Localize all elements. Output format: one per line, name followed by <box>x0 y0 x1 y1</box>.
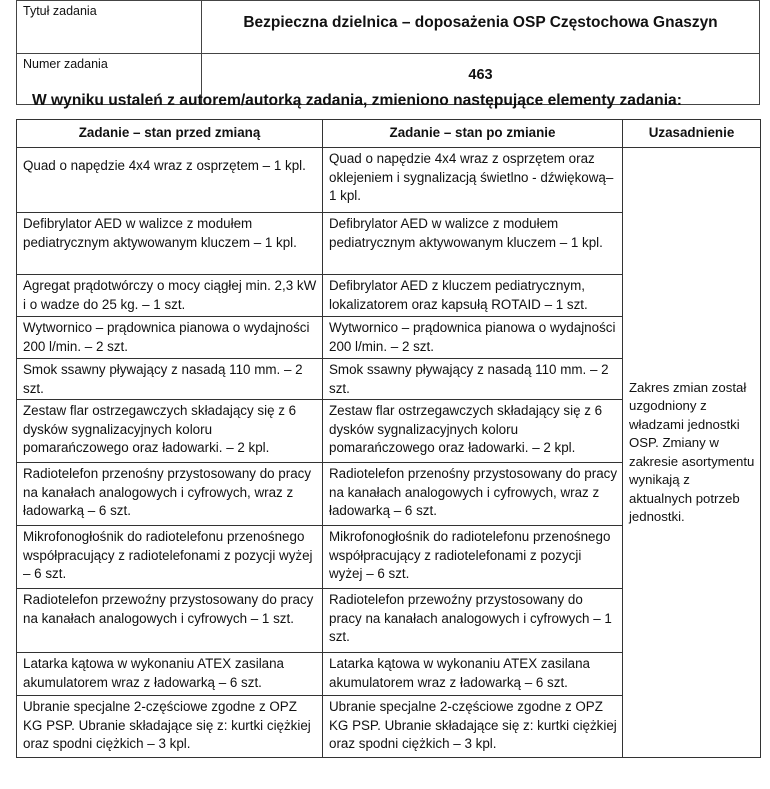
column-header-after: Zadanie – stan po zmianie <box>323 120 623 148</box>
task-title-row <box>17 1 760 54</box>
task-title-label: Tytuł zadania <box>17 1 202 54</box>
table-row <box>17 148 761 213</box>
column-header-justification: Uzasadnienie <box>623 120 761 148</box>
cell-before: Mikrofonogłośnik do radiotelefonu przenośnego współpracujący z radiotelefonami z pozycji wyżej – 6 szt. <box>17 526 323 589</box>
cell-after: Zestaw flar ostrzegawczych składający się z 6 dysków sygnalizacyjnych koloru pomarańczowego oraz ładowarki. – 2 kpl. <box>323 400 623 463</box>
cell-after: Radiotelefon przenośny przystosowany do pracy na kanałach analogowych i cyfrowych, wraz z ładowarką – 6 szt. <box>323 463 623 526</box>
changes-table <box>16 119 761 758</box>
cell-after: Radiotelefon przewoźny przystosowany do pracy na kanałach analogowych i cyfrowych – 1 szt. <box>323 589 623 653</box>
changes-intro-heading: W wyniku ustaleń z autorem/autorką zadania, zmieniono następujące elementy zadania: <box>32 92 682 109</box>
cell-after: Ubranie specjalne 2-częściowe zgodne z OPZ KG PSP. Ubranie składające się z: kurtki ciężkiej oraz spodni ciężkich – 3 kpl. <box>323 696 623 758</box>
cell-before: Defibrylator AED w walizce z modułem pediatrycznym aktywowanym kluczem – 1 kpl. <box>17 213 323 275</box>
cell-before: Wytwornico – prądownica pianowa o wydajności 200 l/min. – 2 szt. <box>17 317 323 359</box>
cell-before: Radiotelefon przewoźny przystosowany do pracy na kanałach analogowych i cyfrowych – 1 szt. <box>17 589 323 653</box>
cell-after: Wytwornico – prądownica pianowa o wydajności 200 l/min. – 2 szt. <box>323 317 623 359</box>
column-header-before: Zadanie – stan przed zmianą <box>17 120 323 148</box>
cell-after: Defibrylator AED w walizce z modułem pediatrycznym aktywowanym kluczem – 1 kpl. <box>323 213 623 275</box>
cell-before: Quad o napędzie 4x4 wraz z osprzętem – 1 kpl. <box>17 148 323 213</box>
cell-before: Radiotelefon przenośny przystosowany do pracy na kanałach analogowych i cyfrowych, wraz z ładowarką – 6 szt. <box>17 463 323 526</box>
cell-before: Zestaw flar ostrzegawczych składający się z 6 dysków sygnalizacyjnych koloru pomarańczowego oraz ładowarki. – 2 kpl. <box>17 400 323 463</box>
cell-after: Quad o napędzie 4x4 wraz z osprzętem oraz oklejeniem i sygnalizacją świetlno - dźwiękową– 1 kpl. <box>323 148 623 213</box>
cell-before: Agregat prądotwórczy o mocy ciągłej min. 2,3 kW i o wadze do 25 kg. – 1 szt. <box>17 275 323 317</box>
cell-after: Latarka kątowa w wykonaniu ATEX zasilana akumulatorem wraz z ładowarką – 6 szt. <box>323 653 623 696</box>
cell-before: Latarka kątowa w wykonaniu ATEX zasilana akumulatorem wraz z ładowarką – 6 szt. <box>17 653 323 696</box>
cell-before: Ubranie specjalne 2-częściowe zgodne z OPZ KG PSP. Ubranie składające się z: kurtki ciężkiej oraz spodni ciężkich – 3 kpl. <box>17 696 323 758</box>
changes-table-header-row <box>17 120 761 148</box>
task-header-table <box>16 0 760 105</box>
justification-cell: Zakres zmian został uzgodniony z władzami jednostki OSP. Zmiany w zakresie asortymentu wynikają z aktualnych potrzeb jednostki. <box>623 148 761 758</box>
task-title-value: Bezpieczna dzielnica – doposażenia OSP Częstochowa Gnaszyn <box>202 1 760 54</box>
cell-after: Defibrylator AED z kluczem pediatrycznym, lokalizatorem oraz kapsułą ROTAID – 1 szt. <box>323 275 623 317</box>
task-number-label: Numer zadania <box>17 54 202 105</box>
task-number-value: 463 <box>202 54 760 105</box>
cell-before: Smok ssawny pływający z nasadą 110 mm. – 2 szt. <box>17 359 323 400</box>
cell-after: Mikrofonogłośnik do radiotelefonu przenośnego współpracujący z radiotelefonami z pozycji wyżej – 6 szt. <box>323 526 623 589</box>
cell-after: Smok ssawny pływający z nasadą 110 mm. – 2 szt. <box>323 359 623 400</box>
